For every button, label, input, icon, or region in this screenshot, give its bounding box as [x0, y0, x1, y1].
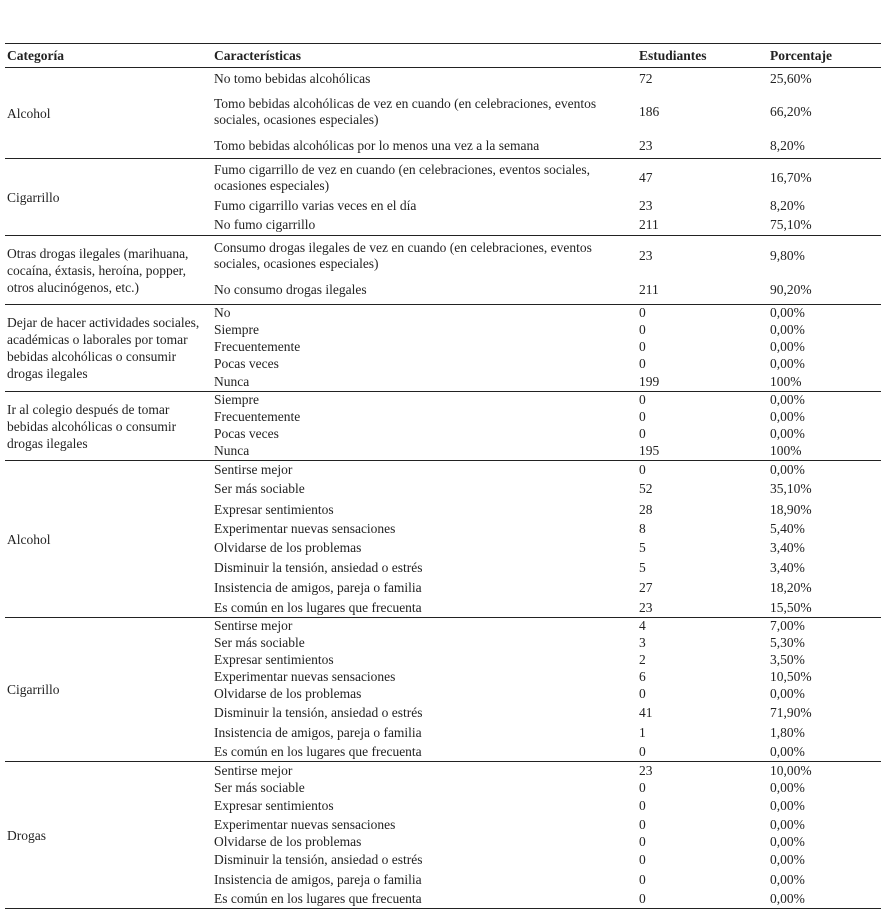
- characteristic-cell: Frecuentemente: [214, 409, 301, 424]
- percentage-cell: 25,60%: [770, 70, 812, 86]
- students-cell: 0: [639, 816, 646, 832]
- characteristic-cell: Olvidarse de los problemas: [214, 834, 362, 849]
- table-row: [5, 762, 881, 780]
- percentage-cell: 0,00%: [770, 871, 805, 887]
- header-caracteristicas: Características: [212, 44, 637, 68]
- characteristic-cell: Siempre: [214, 322, 259, 337]
- data-table: [5, 43, 881, 909]
- students-cell: 23: [639, 762, 653, 778]
- students-cell: 0: [639, 409, 646, 424]
- table-row: [5, 159, 881, 197]
- category-cell: Cigarrillo: [7, 682, 60, 697]
- students-cell: 0: [639, 890, 646, 906]
- percentage-cell: 35,10%: [770, 481, 812, 496]
- percentage-cell: 10,00%: [770, 762, 812, 778]
- students-cell: 1: [639, 725, 646, 740]
- percentage-cell: 71,90%: [770, 705, 812, 720]
- percentage-cell: 0,00%: [770, 409, 805, 424]
- category-cell: Otras drogas ilegales (marihuana, cocaína, éxtasis, heroína, popper, otros alucinógenos, etc.): [7, 245, 189, 295]
- characteristic-cell: Expresar sentimientos: [214, 798, 334, 813]
- students-cell: 41: [639, 705, 653, 720]
- percentage-cell: 0,00%: [770, 305, 805, 321]
- characteristic-cell: No fumo cigarrillo: [214, 217, 316, 233]
- students-cell: 4: [639, 618, 646, 634]
- percentage-cell: 0,00%: [770, 461, 805, 477]
- students-cell: 0: [639, 798, 646, 813]
- percentage-cell: 0,00%: [770, 780, 805, 795]
- percentage-cell: 0,00%: [770, 834, 805, 849]
- header-estudiantes: Estudiantes: [637, 44, 768, 68]
- characteristic-cell: Sentirse mejor: [214, 618, 293, 634]
- percentage-cell: 3,40%: [770, 559, 805, 575]
- characteristic-cell: Ser más sociable: [214, 635, 305, 650]
- percentage-cell: 0,00%: [770, 686, 805, 701]
- students-cell: 0: [639, 426, 646, 441]
- students-cell: 199: [639, 373, 660, 389]
- category-cell: Ir al colegio después de tomar bebidas alcohólicas o consumir drogas ilegales: [7, 401, 177, 451]
- table-group: [5, 159, 881, 236]
- percentage-cell: 0,00%: [770, 322, 805, 337]
- table-group: [5, 461, 881, 618]
- students-cell: 0: [639, 356, 646, 371]
- percentage-cell: 3,40%: [770, 539, 805, 555]
- characteristic-cell: Insistencia de amigos, pareja o familia: [214, 725, 422, 740]
- students-cell: 28: [639, 501, 653, 517]
- characteristic-cell: Disminuir la tensión, ansiedad o estrés: [214, 705, 423, 720]
- category-cell: Dejar de hacer actividades sociales, académicas o laborales por tomar bebidas alcohólicas o consumir drogas ilegales: [7, 315, 200, 381]
- percentage-cell: 0,00%: [770, 798, 805, 813]
- category-cell: Cigarrillo: [7, 189, 60, 205]
- percentage-cell: 5,30%: [770, 635, 805, 650]
- percentage-cell: 5,40%: [770, 520, 805, 536]
- characteristic-cell: Siempre: [214, 392, 259, 408]
- characteristic-cell: Es común en los lugares que frecuenta: [214, 890, 422, 906]
- table-row: [5, 461, 881, 479]
- header-porcentaje: Porcentaje: [768, 44, 881, 68]
- students-cell: 211: [639, 281, 659, 297]
- characteristic-cell: Expresar sentimientos: [214, 652, 334, 667]
- percentage-cell: 0,00%: [770, 426, 805, 441]
- students-cell: 0: [639, 852, 646, 867]
- students-cell: 23: [639, 198, 653, 213]
- table-row: [5, 618, 881, 635]
- students-cell: 0: [639, 305, 646, 321]
- students-cell: 6: [639, 669, 646, 684]
- table-row: [5, 305, 881, 322]
- category-cell: Alcohol: [7, 105, 51, 121]
- students-cell: 52: [639, 481, 653, 496]
- table-row: [5, 392, 881, 409]
- students-cell: 0: [639, 461, 646, 477]
- characteristic-cell: Fumo cigarrillo varias veces en el día: [214, 198, 417, 213]
- characteristic-cell: Experimentar nuevas sensaciones: [214, 669, 396, 684]
- characteristic-cell: Expresar sentimientos: [214, 501, 334, 517]
- characteristic-cell: Sentirse mejor: [214, 762, 293, 778]
- table-group: [5, 236, 881, 305]
- characteristic-cell: Olvidarse de los problemas: [214, 539, 362, 555]
- percentage-cell: 0,00%: [770, 890, 805, 906]
- characteristic-cell: Experimentar nuevas sensaciones: [214, 816, 396, 832]
- table-group: [5, 618, 881, 762]
- characteristic-cell: No consumo drogas ilegales: [214, 281, 367, 297]
- characteristic-cell: Disminuir la tensión, ansiedad o estrés: [214, 852, 423, 867]
- students-cell: 23: [639, 247, 653, 263]
- students-cell: 23: [639, 599, 653, 615]
- percentage-cell: 100%: [770, 443, 802, 459]
- students-cell: 23: [639, 138, 653, 154]
- percentage-cell: 15,50%: [770, 599, 812, 615]
- characteristic-cell: No tomo bebidas alcohólicas: [214, 70, 371, 86]
- table-row: [5, 236, 881, 276]
- characteristic-cell: Es común en los lugares que frecuenta: [214, 743, 422, 759]
- percentage-cell: 18,90%: [770, 501, 812, 517]
- percentage-cell: 8,20%: [770, 138, 805, 154]
- students-cell: 0: [639, 780, 646, 795]
- students-cell: 0: [639, 686, 646, 701]
- characteristic-cell: No: [214, 305, 231, 321]
- characteristic-cell: Frecuentemente: [214, 339, 301, 354]
- students-cell: 5: [639, 539, 646, 555]
- percentage-cell: 0,00%: [770, 852, 805, 867]
- students-cell: 0: [639, 392, 646, 408]
- percentage-cell: 7,00%: [770, 618, 805, 634]
- table-group: [5, 762, 881, 909]
- percentage-cell: 10,50%: [770, 669, 812, 684]
- percentage-cell: 1,80%: [770, 725, 805, 740]
- percentage-cell: 0,00%: [770, 392, 805, 408]
- students-cell: 211: [639, 217, 659, 233]
- students-cell: 0: [639, 834, 646, 849]
- characteristic-cell: Disminuir la tensión, ansiedad o estrés: [214, 559, 423, 575]
- students-cell: 0: [639, 339, 646, 354]
- students-cell: 186: [639, 104, 660, 119]
- table-group: [5, 392, 881, 461]
- percentage-cell: 0,00%: [770, 743, 805, 759]
- characteristic-cell: Tomo bebidas alcohólicas por lo menos una vez a la semana: [214, 138, 540, 154]
- characteristic-cell: Tomo bebidas alcohólicas de vez en cuando (en celebraciones, eventos sociales, ocasiones especiales): [214, 96, 597, 127]
- characteristic-cell: Insistencia de amigos, pareja o familia: [214, 871, 422, 887]
- table-row: [5, 68, 881, 90]
- percentage-cell: 18,20%: [770, 580, 812, 595]
- students-cell: 72: [639, 70, 653, 86]
- students-cell: 3: [639, 635, 646, 650]
- category-cell: Drogas: [7, 827, 46, 843]
- students-cell: 0: [639, 322, 646, 337]
- percentage-cell: 0,00%: [770, 356, 805, 371]
- percentage-cell: 16,70%: [770, 169, 812, 185]
- percentage-cell: 8,20%: [770, 198, 805, 213]
- students-cell: 195: [639, 443, 660, 459]
- characteristic-cell: Nunca: [214, 373, 250, 389]
- table-group: [5, 305, 881, 392]
- students-cell: 0: [639, 871, 646, 887]
- header-categoria: Categoría: [5, 44, 212, 68]
- percentage-cell: 9,80%: [770, 247, 805, 263]
- characteristic-cell: Es común en los lugares que frecuenta: [214, 599, 422, 615]
- characteristic-cell: Ser más sociable: [214, 481, 305, 496]
- students-cell: 5: [639, 559, 646, 575]
- characteristic-cell: Experimentar nuevas sensaciones: [214, 520, 396, 536]
- characteristic-cell: Olvidarse de los problemas: [214, 686, 362, 701]
- percentage-cell: 90,20%: [770, 281, 812, 297]
- characteristic-cell: Consumo drogas ilegales de vez en cuando (en celebraciones, eventos sociales, ocasiones especiales): [214, 239, 592, 271]
- characteristic-cell: Pocas veces: [214, 426, 279, 441]
- percentage-cell: 75,10%: [770, 217, 812, 233]
- header-row: [5, 44, 881, 68]
- characteristic-cell: Fumo cigarrillo de vez en cuando (en celebraciones, eventos sociales, ocasiones especiales): [214, 161, 590, 193]
- students-cell: 27: [639, 580, 653, 595]
- students-cell: 8: [639, 520, 646, 536]
- characteristic-cell: Nunca: [214, 443, 250, 459]
- characteristic-cell: Insistencia de amigos, pareja o familia: [214, 580, 422, 595]
- category-cell: Alcohol: [7, 531, 51, 547]
- characteristic-cell: Ser más sociable: [214, 780, 305, 795]
- percentage-cell: 0,00%: [770, 339, 805, 354]
- students-cell: 2: [639, 652, 646, 667]
- students-cell: 47: [639, 169, 653, 185]
- table-group: [5, 68, 881, 159]
- percentage-cell: 3,50%: [770, 652, 805, 667]
- characteristic-cell: Pocas veces: [214, 356, 279, 371]
- percentage-cell: 100%: [770, 373, 802, 389]
- percentage-cell: 0,00%: [770, 816, 805, 832]
- characteristic-cell: Sentirse mejor: [214, 461, 293, 477]
- students-cell: 0: [639, 743, 646, 759]
- percentage-cell: 66,20%: [770, 104, 812, 119]
